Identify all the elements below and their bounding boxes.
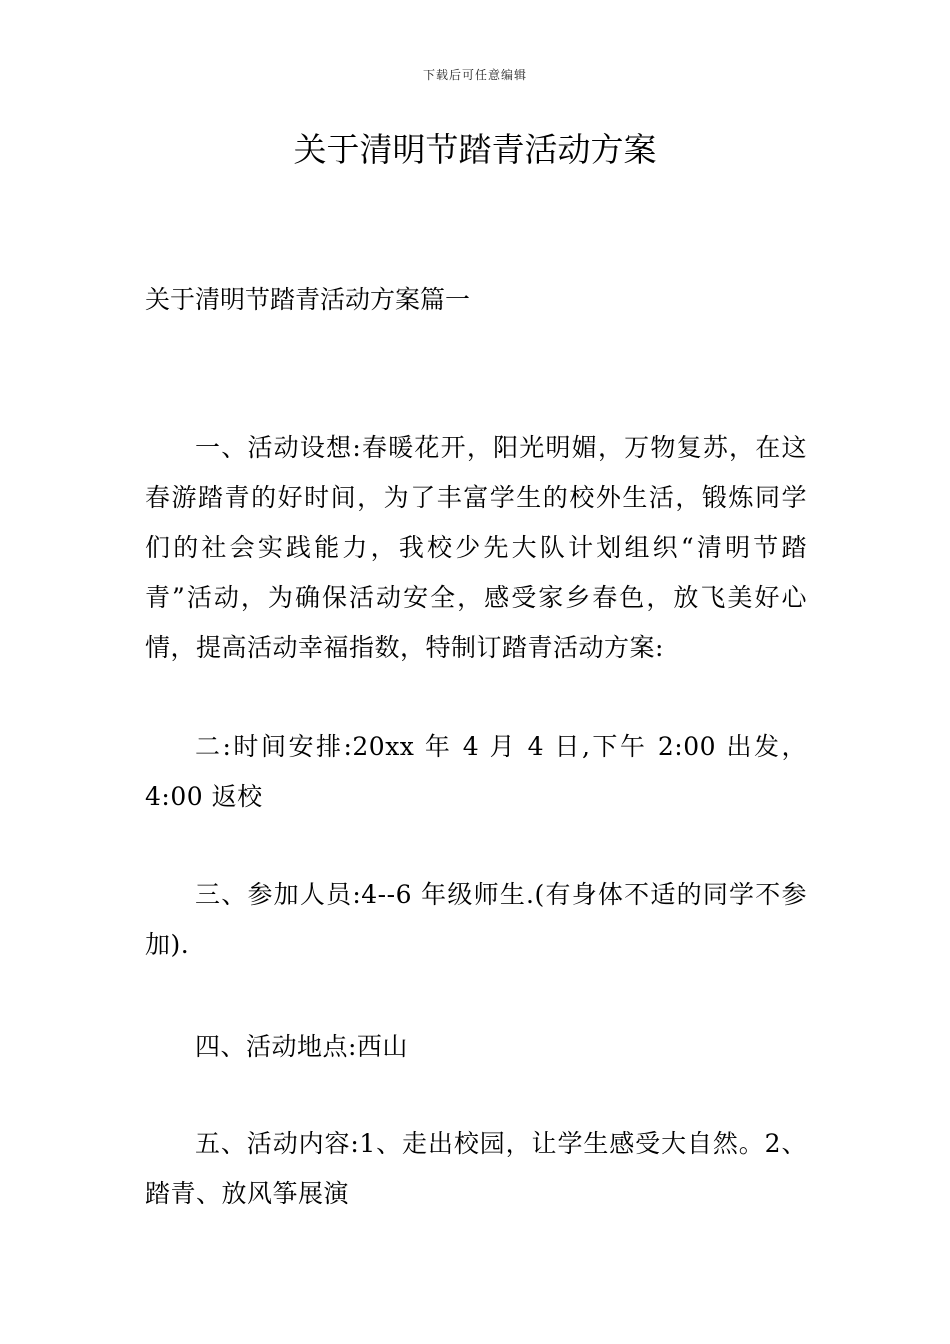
paragraph-participants: 三、参加人员:4--6 年级师生.(有身体不适的同学不参加). — [145, 880, 807, 959]
paragraph-activity-concept: 一、活动设想:春暖花开，阳光明媚，万物复苏，在这春游踏青的好时间，为了丰富学生的校外生活，锻炼同学们的社会实践能力，我校少先大队计划组织“清明节踏青”活动，为确保活动安全，感受家乡春色，放飞美好心情，提高活动幸福指数，特制订踏青活动方案: — [145, 433, 807, 662]
paragraph-location: 四、活动地点:西山 — [195, 1032, 408, 1061]
paragraph-content: 五、活动内容:1、走出校园，让学生感受大自然。2、踏青、放风筝展演 — [145, 1129, 807, 1208]
section-heading: 关于清明节踏青活动方案篇一 — [145, 285, 471, 314]
document-title: 关于清明节踏青活动方案 — [293, 130, 657, 169]
paragraph-schedule: 二:时间安排:20xx 年 4 月 4 日,下午 2:00 出发，4:00 返校 — [145, 732, 807, 811]
page-header-note: 下载后可任意编辑 — [422, 68, 527, 82]
